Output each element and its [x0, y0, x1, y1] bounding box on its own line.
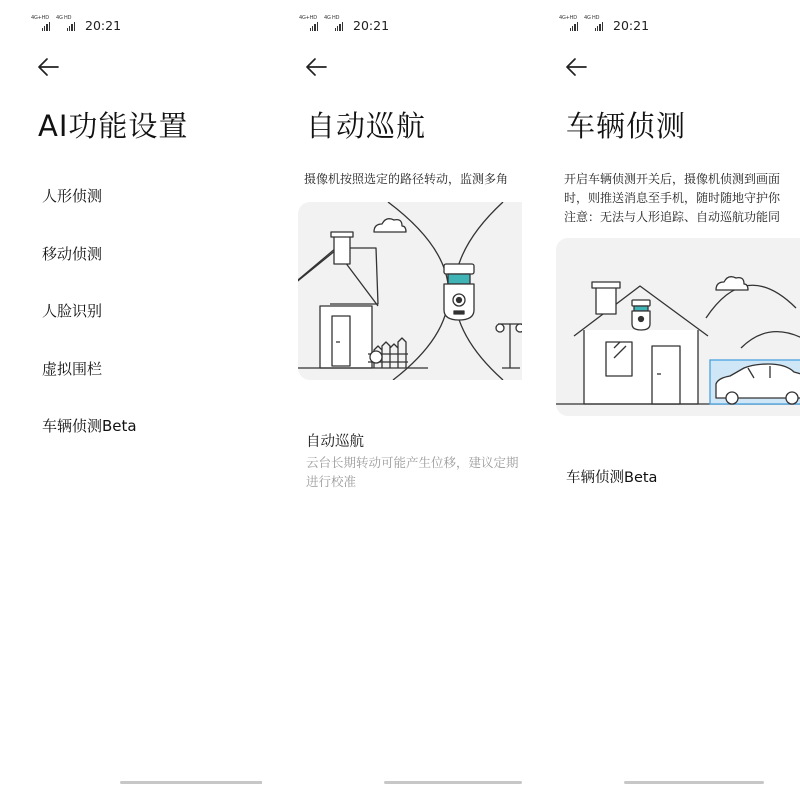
- page-title: AI功能设置: [38, 109, 189, 143]
- back-arrow-icon[interactable]: [564, 56, 590, 78]
- status-time: 20:21: [85, 18, 122, 33]
- status-bar: [31, 14, 122, 33]
- page-title: 车辆侦测: [566, 109, 687, 143]
- home-indicator[interactable]: [384, 781, 522, 784]
- screen-vehicle-detection: [528, 0, 800, 800]
- ai-feature-list: [42, 184, 137, 472]
- page-title: 自动巡航: [306, 109, 427, 143]
- menu-item-human-detection[interactable]: 人形侦测: [42, 187, 103, 205]
- status-time: 20:21: [613, 18, 650, 33]
- signal-2-icon: 4G HD: [57, 21, 77, 31]
- home-indicator[interactable]: [624, 781, 764, 784]
- back-arrow-icon[interactable]: [36, 56, 62, 78]
- menu-item-vehicle-detection[interactable]: 车辆侦测Beta: [42, 417, 137, 435]
- status-bar: [299, 14, 390, 33]
- camera-cruise-illustration: [298, 202, 522, 380]
- vehicle-detection-illustration: [556, 238, 800, 416]
- feature-description-line-2: 时，则推送消息至手机，随时随地守护你: [564, 191, 781, 205]
- feature-description: 摄像机按照选定的路径转动，监测多角: [304, 172, 509, 186]
- signal-1-icon: 4G+HD: [300, 21, 320, 31]
- cruise-setting-title[interactable]: 自动巡航: [306, 434, 364, 450]
- cruise-setting-desc-line-2: 进行校准: [306, 474, 357, 489]
- status-time: 20:21: [353, 18, 390, 33]
- signal-1-icon: 4G+HD: [560, 21, 580, 31]
- status-bar: [559, 14, 650, 33]
- back-arrow-icon[interactable]: [304, 56, 330, 78]
- home-indicator[interactable]: [120, 781, 262, 784]
- menu-item-motion-detection[interactable]: 移动侦测: [42, 244, 103, 263]
- menu-item-face-recognition[interactable]: 人脸识别: [42, 302, 103, 320]
- signal-2-icon: 4G HD: [325, 21, 345, 31]
- screen-auto-cruise: [268, 0, 522, 800]
- screen-ai-settings: [0, 0, 262, 800]
- signal-2-icon: 4G HD: [585, 21, 605, 31]
- vehicle-setting-title[interactable]: 车辆侦测Beta: [566, 470, 658, 486]
- cruise-setting-desc-line-1: 云台长期转动可能产生位移，建议定期: [306, 455, 519, 470]
- feature-note-line: 注意：无法与人形追踪、自动巡航功能同: [564, 210, 781, 224]
- menu-item-virtual-fence[interactable]: 虚拟围栏: [42, 359, 103, 378]
- signal-1-icon: 4G+HD: [32, 21, 52, 31]
- feature-description-line-1: 开启车辆侦测开关后，摄像机侦测到画面: [564, 172, 781, 186]
